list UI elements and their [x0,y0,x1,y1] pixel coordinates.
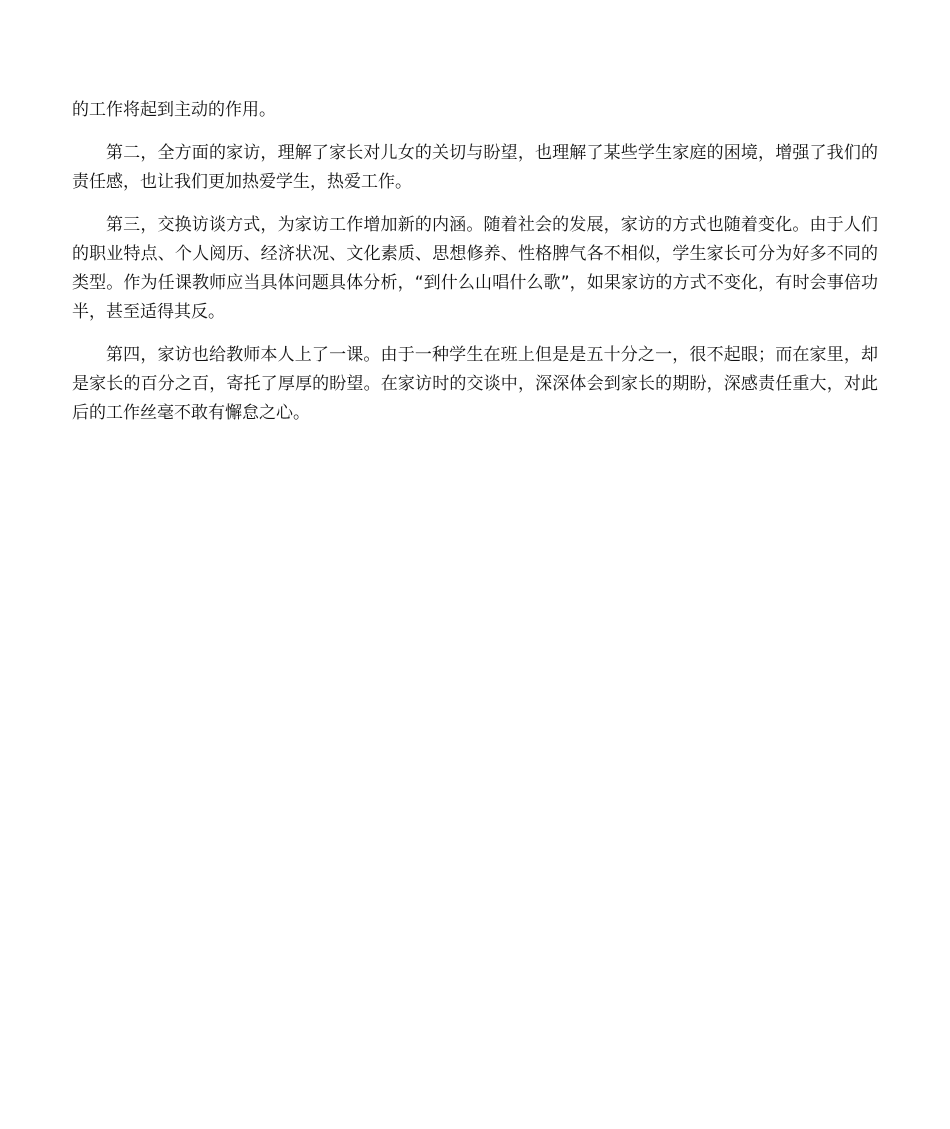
paragraph-continuation: 的工作将起到主动的作用。 [72,100,276,120]
paragraph-third: 第三，交换访谈方式，为家访工作增加新的内涵。随着社会的发展，家访的方式也随着变化。由于人们的职业特点、个人阅历、经济状况、文化素质、思想修养、性格脾气各不相似，学生家长可分为好多不同的类型。作为任课教师应当具体问题具体分析，“到什么山唱什么歌”，如果家访的方式不变化，有时会事倍功半，甚至适得其反。 [72,215,878,322]
paragraph-second: 第二，全方面的家访，理解了家长对儿女的关切与盼望，也理解了某些学生家庭的困境，增强了我们的责任感，也让我们更加热爱学生，热爱工作。 [72,143,878,192]
document-page [72,96,878,442]
paragraph-fourth: 第四，家访也给教师本人上了一课。由于一种学生在班上但是是五十分之一，很不起眼；而在家里，却是家长的百分之百，寄托了厚厚的盼望。在家访时的交谈中，深深体会到家长的期盼，深感责任重大，对此后的工作丝毫不敢有懈怠之心。 [72,345,878,423]
